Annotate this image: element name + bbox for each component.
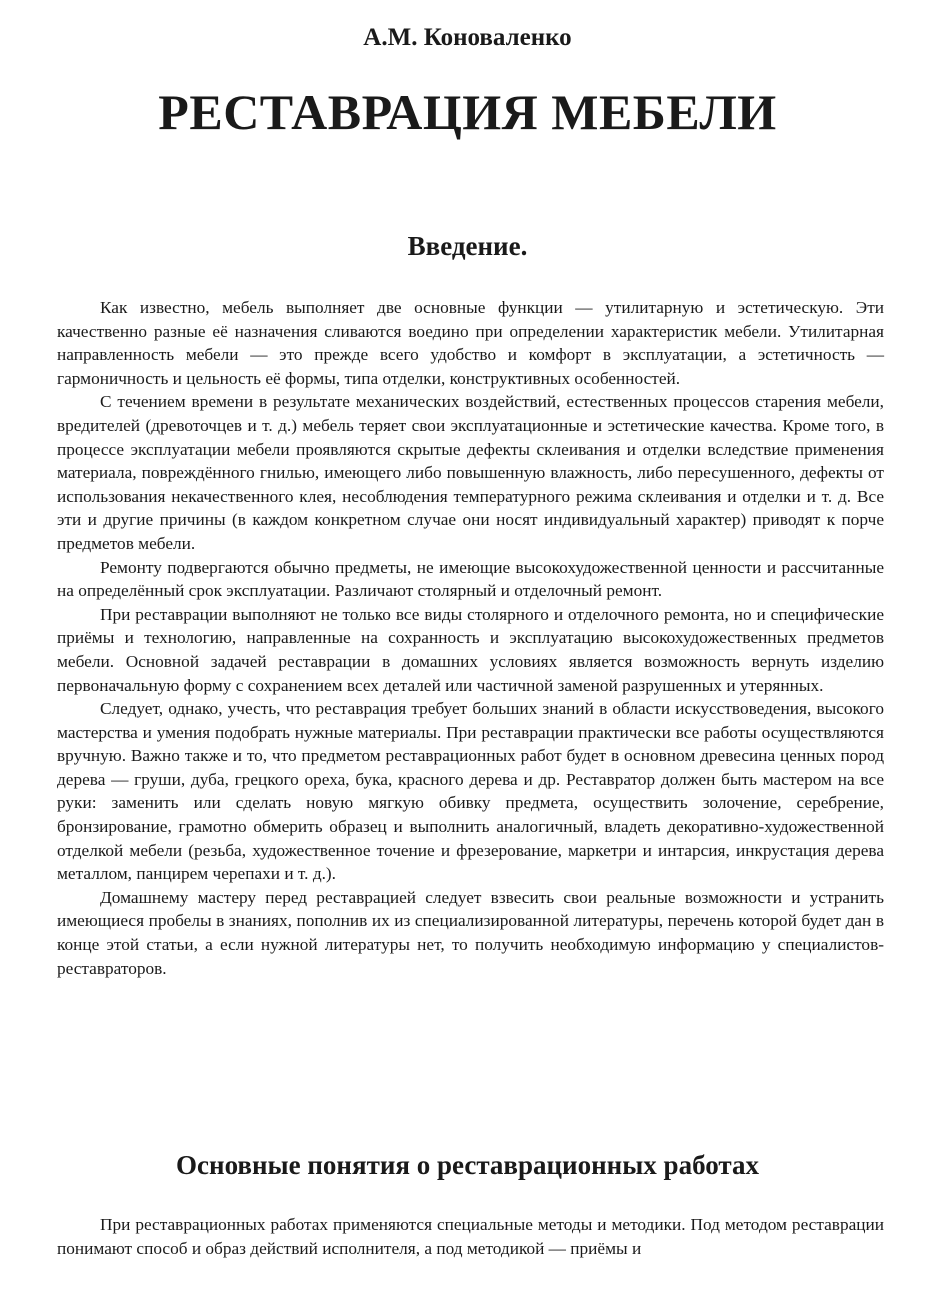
author-name: А.М. Коноваленко: [363, 24, 572, 51]
section-heading-intro: Введение.: [407, 231, 528, 261]
paragraph: Следует, однако, учесть, что реставрация требует больших знаний в области искусствоведения, высокого мастерства и умения подобрать нужные материалы. При реставрации практически все работы осуществляются вручную. Важно также и то, что предметом реставрационных работ будет в основном древесина ценных пород дерева — груши, дуба, грецкого ореха, бука, красного дерева и др. Реставратор должен быть мастером на все руки: заменить или сделать новую мягкую обивку предмета, осуществить золочение, серебрение, бронзирование, грамотно обмерить образец и выполнить аналогичный, владеть декоративно-художественной отделкой мебели (резьба, художественное точение и фрезерование, маркетри и интарсия, инкрустация дерева металлом, панцирем черепахи и т. д.).: [57, 699, 884, 884]
paragraph: При реставрационных работах применяются специальные методы и методики. Под методом реставрации понимают способ и образ действий исполнителя, а под методикой — приёмы и: [57, 1215, 884, 1258]
paragraph: Как известно, мебель выполняет две основные функции — утилитарную и эстетическую. Эти качественно разные её назначения сливаются воедино при определении характеристик мебели. Утилитарная направленность мебели — это прежде всего удобство и комфорт в эксплуатации, а эстетичность — гармоничность и цельность её формы, типа отделки, конструктивных особенностей.: [57, 298, 884, 388]
paragraph: С течением времени в результате механических воздействий, естественных процессов старения мебели, вредителей (древоточцев и т. д.) мебель теряет свои эксплуатационные и эстетические качества. Кроме того, в процессе эксплуатации мебели проявляются скрытые дефекты склеивания и отделки вследствие применения материала, повреждённого гнилью, имеющего либо повышенную влажность, либо пересушенного, дефекты от использования некачественного клея, несоблюдения температурного режима склеивания и отделки и т. д. Все эти и другие причины (в каждом конкретном случае они носят индивидуальный характер) приводят к порче предметов мебели.: [57, 392, 884, 553]
concepts-text: [57, 1213, 884, 1260]
paragraph: Домашнему мастеру перед реставрацией следует взвесить свои реальные возможности и устранить имеющиеся пробелы в знаниях, пополнив их из специализированной литературы, перечень которой будет дан в конце этой статьи, а если нужной литературы нет, то получить необходимую информацию у специалистов-реставраторов.: [57, 887, 884, 978]
paragraph: Ремонту подвергаются обычно предметы, не имеющие высокохудожественной ценности и рассчитанные на определённый срок эксплуатации. Различают столярный и отделочный ремонт.: [57, 557, 884, 601]
book-title: РЕСТАВРАЦИЯ МЕБЕЛИ: [158, 84, 777, 140]
intro-text: [57, 296, 884, 980]
paragraph: При реставрации выполняют не только все виды столярного и отделочного ремонта, но и специфические приёмы и технологию, направленные на сохранность и эксплуатацию высокохудожественных предметов мебели. Основной задачей реставрации в домашних условиях является возможность вернуть изделию первоначальную форму с сохранением всех деталей или частичной заменой разрушенных и утерянных.: [57, 604, 884, 695]
section-heading-concepts: Основные понятия о реставрационных работах: [176, 1150, 759, 1180]
